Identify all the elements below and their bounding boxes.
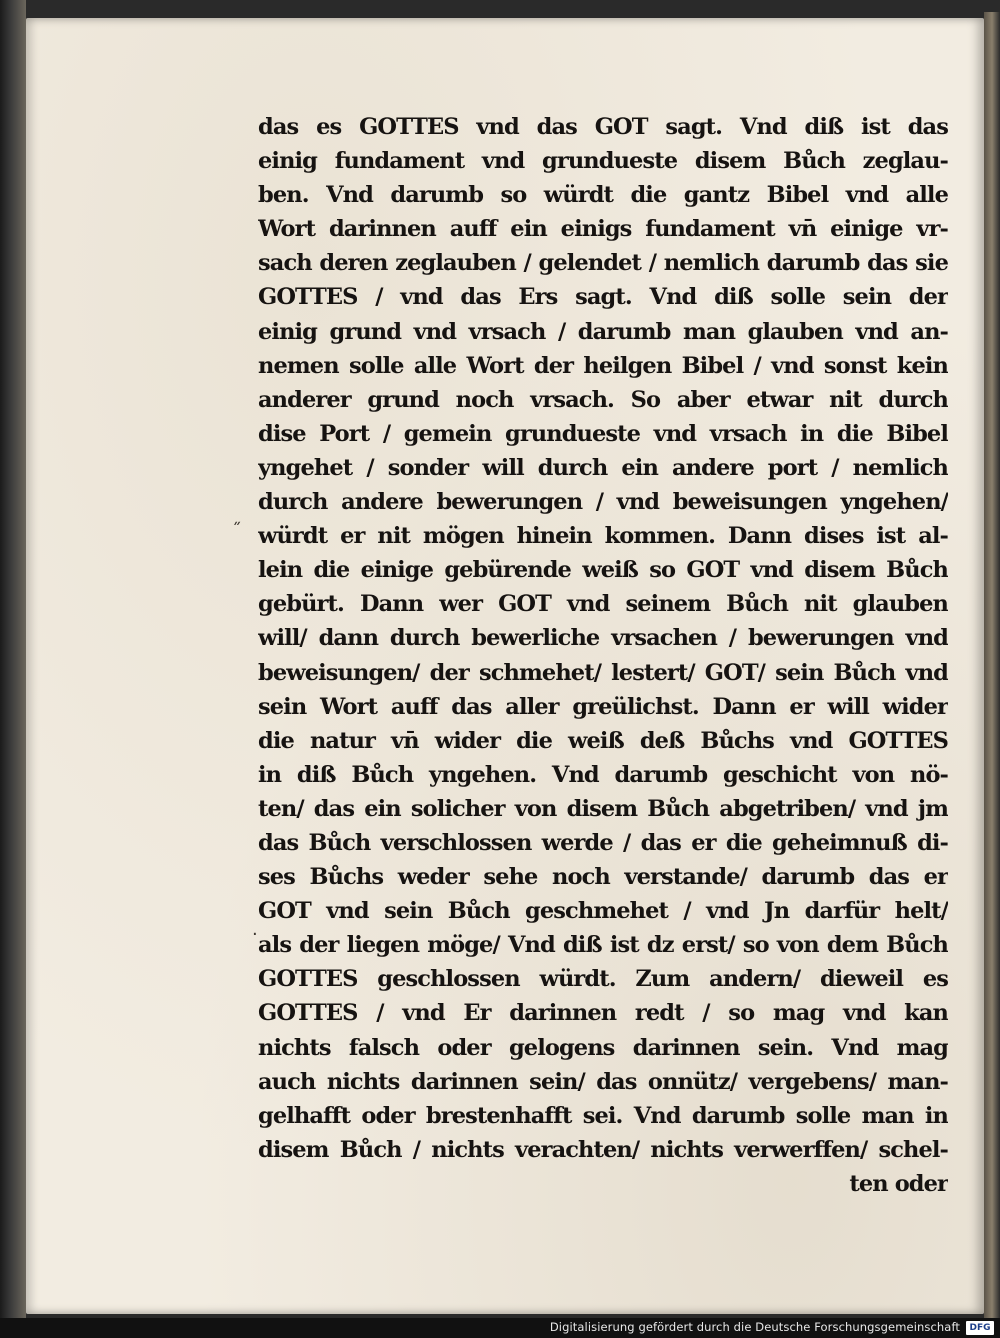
book-spine-edge [0, 0, 26, 1318]
text-line: ben. Vnd darumb so würdt die gantz Bibel vnd alle [258, 182, 948, 209]
text-line: yngehet / sonder will durch ein andere port / nemlich [258, 454, 948, 481]
text-line: ses Bůchs weder sehe noch verstande/ darumb das er [258, 864, 948, 891]
text-line: in diß Bůch yngehen. Vnd darumb geschicht von nö- [258, 761, 948, 788]
text-line: nichts falsch oder gelogens darinnen sein. Vnd mag [258, 1034, 948, 1061]
text-line: beweisungen/ der schmehet/ lestert/ GOT/ sein Bůch vnd [258, 659, 948, 686]
text-line: dise Port / gemein grundueste vnd vrsach in die Bibel [258, 420, 948, 447]
text-line: sein Wort auff das aller greülichst. Dann er will wider [258, 693, 948, 720]
text-line: GOTTES geschlossen würdt. Zum andern/ dieweil es [258, 966, 948, 993]
text-line: gebürt. Dann wer GOT vnd seinem Bůch nit glauben [258, 591, 948, 618]
text-line: als der liegen möge/ Vnd diß ist dz erst/ so von dem Bůch [258, 932, 948, 959]
text-line: will/ dann durch bewerliche vrsachen / bewerungen vnd [258, 625, 948, 652]
text-line: GOTTES / vnd das Ers sagt. Vnd diß solle sein der [258, 284, 948, 311]
text-line: GOTTES / vnd Er darinnen redt / so mag vnd kan [258, 1000, 948, 1027]
text-line: einig grund vnd vrsach / darumb man glauben vnd an- [258, 318, 948, 345]
text-line: ten/ das ein solicher von disem Bůch abgetriben/ vnd jm [258, 795, 948, 822]
text-line: Wort darinnen auff ein einigs fundament vn̄ einige vr- [258, 216, 948, 243]
text-line: sach deren zeglauben / gelendet / nemlich darumb das sie [258, 250, 948, 277]
text-line: anderer grund noch vrsach. So aber etwar nit durch [258, 386, 948, 413]
text-line: nemen solle alle Wort der heilgen Bibel / vnd sonst kein [258, 352, 948, 379]
text-line: auch nichts darinnen sein/ das onnütz/ vergebens/ man- [258, 1068, 948, 1095]
catchword: ten oder [849, 1170, 948, 1197]
text-line: einig fundament vnd grundueste disem Bůch zeglau- [258, 148, 948, 175]
footer-credit: Digitalisierung gefördert durch die Deutsche Forschungsgemeinschaft [549, 1320, 960, 1334]
text-line: die natur vn̄ wider die weiß deß Bůchs vnd GOTTES [258, 727, 948, 754]
margin-mark: · [252, 924, 258, 945]
text-line: das es GOTTES vnd das GOT sagt. Vnd diß ist das [258, 114, 948, 140]
printed-text-block [258, 110, 948, 1201]
page-right-edge [984, 12, 1000, 1318]
text-line: lein die einige gebürende weiß so GOT vnd disem Bůch [258, 557, 948, 584]
dfg-logo: DFG [966, 1321, 994, 1335]
margin-mark: ˝ [232, 520, 241, 541]
text-line: das Bůch verschlossen werde / das er die geheimnuß di- [258, 829, 948, 856]
text-line: würdt er nit mögen hinein kommen. Dann dises ist al- [258, 523, 948, 550]
text-line: durch andere bewerungen / vnd beweisungen yngehen/ [258, 489, 948, 516]
text-line: gelhafft oder brestenhafft sei. Vnd darumb solle man in [258, 1102, 948, 1129]
text-line: disem Bůch / nichts verachten/ nichts verwerffen/ schel- [258, 1136, 948, 1163]
text-line: GOT vnd sein Bůch geschmehet / vnd Jn darfür helt/ [258, 898, 948, 925]
